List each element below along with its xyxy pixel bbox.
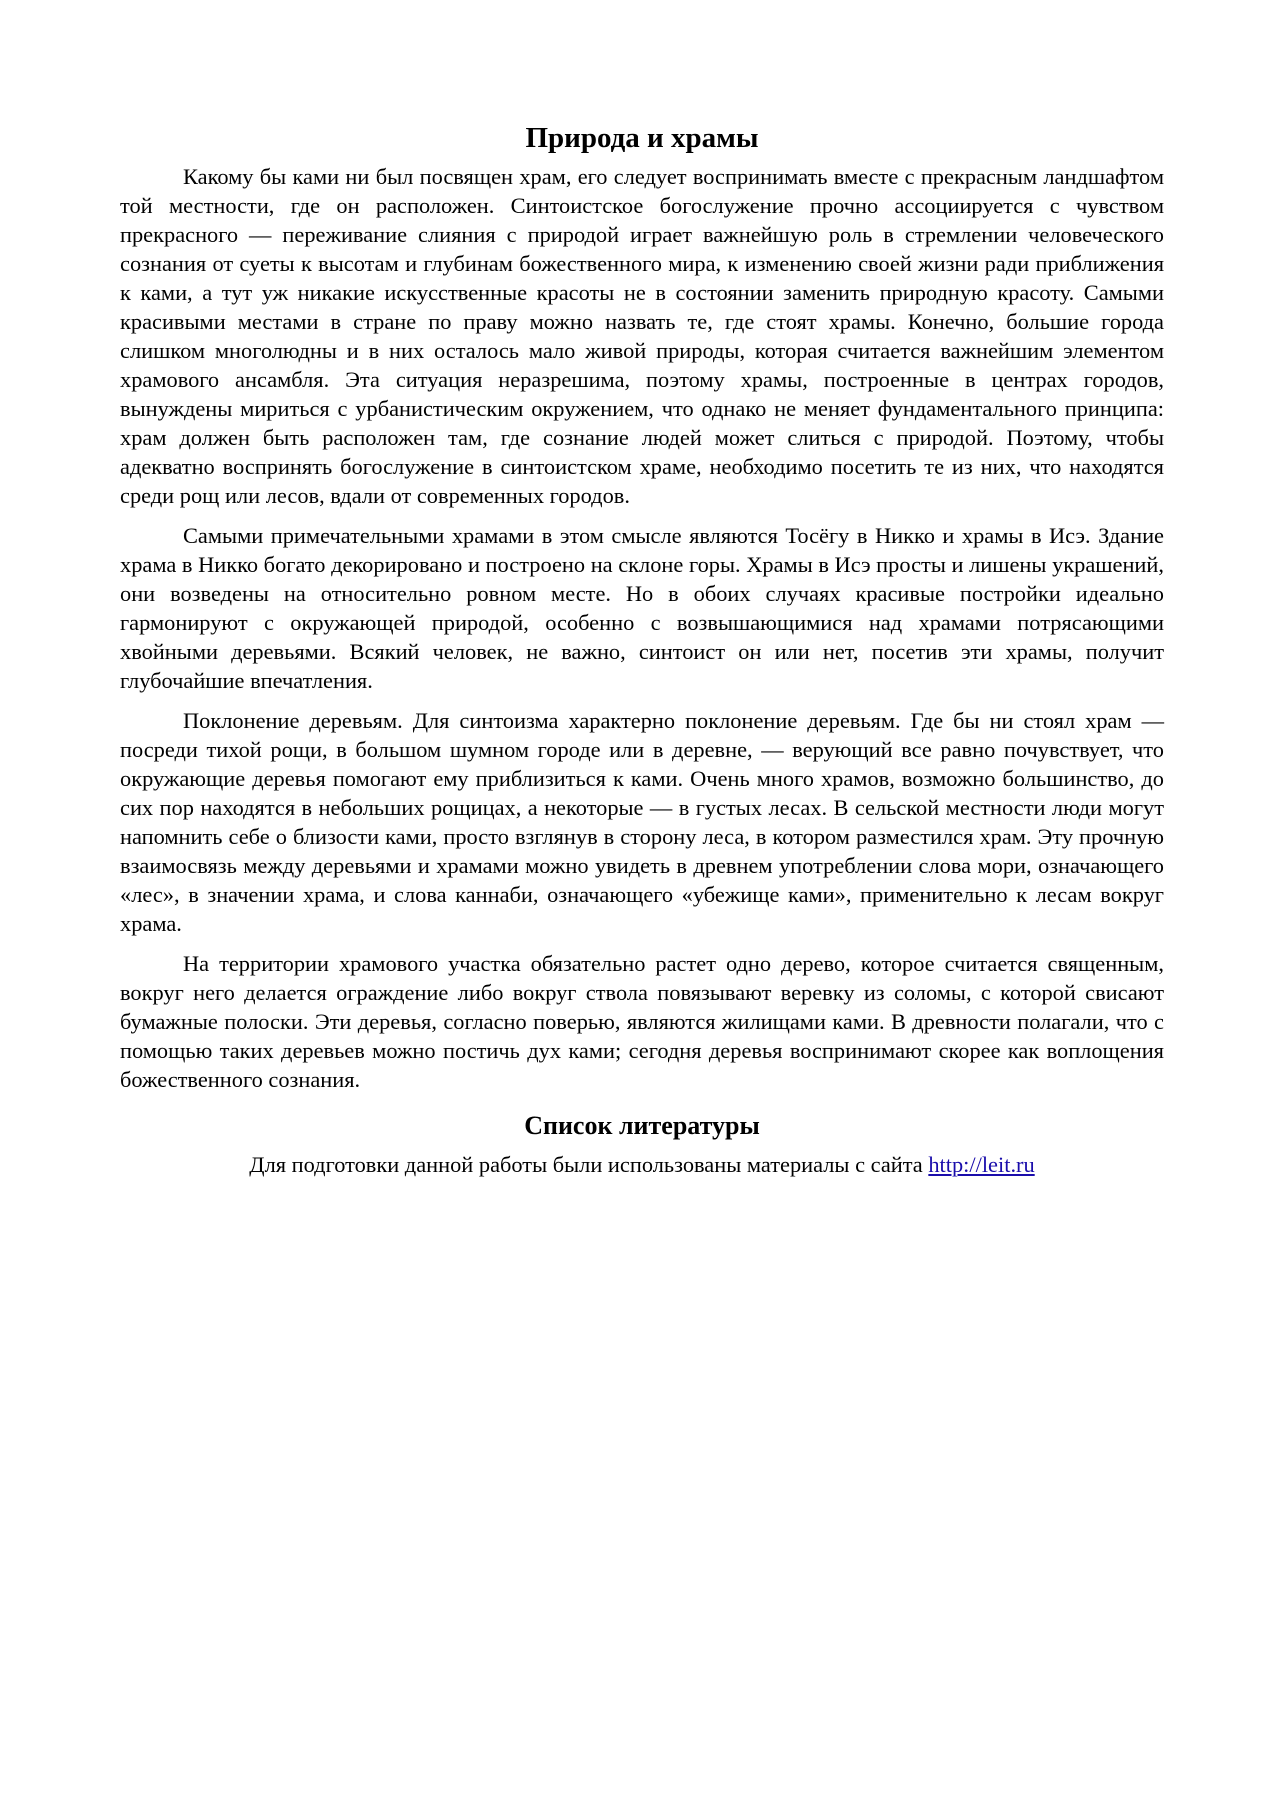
paragraph-4: На территории храмового участка обязательно растет одно дерево, которое считается священным, вокруг него делается ограждение либо вокруг ствола повязывают веревку из соломы, с которой свисают бумажные полоски. Эти деревья, согласно поверью, являются жилищами ками. В древности полагали, что с помощью таких деревьев можно постичь дух ками; сегодня деревья воспринимают скорее как воплощения божественного сознания.	[120, 951, 1164, 1092]
references-heading: Список литературы	[524, 1111, 760, 1140]
document-title: Природа и храмы	[525, 122, 759, 154]
paragraph-2: Самыми примечательными храмами в этом смысле являются Тосёгу в Никко и храмы в Исэ. Здание храма в Никко богато декорировано и построено на склоне горы. Храмы в Исэ просты и лишены украшений, они возведены на относительно ровном месте. Но в обоих случаях красивые постройки идеально гармонируют с окружающей природой, особенно с возвышающимися над храмами потрясающими хвойными деревьями. Всякий человек, не важно, синтоист он или нет, посетив эти храмы, получит глубочайшие впечатления.	[120, 523, 1164, 693]
references-text: Для подготовки данной работы были использованы материалы с сайта	[249, 1152, 929, 1177]
paragraph-3: Поклонение деревьям. Для синтоизма характерно поклонение деревьям. Где бы ни стоял храм — посреди тихой рощи, в большом шумном городе или в деревне, — верующий все равно почувствует, что окружающие деревья помогают ему приблизиться к ками. Очень много храмов, возможно большинство, до сих пор находятся в небольших рощицах, а некоторые — в густых лесах. В сельской местности люди могут напомнить себе о близости ками, просто взглянув в сторону леса, в котором разместился храм. Эту прочную взаимосвязь между деревьями и храмами можно увидеть в древнем употреблении слова мори, означающего «лес», в значении храма, и слова каннаби, означающего «убежище ками», применительно к лесам вокруг храма.	[120, 708, 1164, 936]
paragraph-1: Какому бы ками ни был посвящен храм, его следует воспринимать вместе с прекрасным ландшафтом той местности, где он расположен. Синтоистское богослужение прочно ассоциируется с чувством прекрасного — переживание слияния с природой играет важнейшую роль в стремлении человеческого сознания от суеты к высотам и глубинам божественного мира, к изменению своей жизни ради приближения к ками, а тут уж никакие искусственные красоты не в состоянии заменить природную красоту. Самыми красивыми местами в стране по праву можно назвать те, где стоят храмы. Конечно, большие города слишком многолюдны и в них осталось мало живой природы, которая считается важнейшим элементом храмового ансамбля. Эта ситуация неразрешима, поэтому храмы, построенные в центрах городов, вынуждены мириться с урбанистическим окружением, что однако не меняет фундаментального принципа: храм должен быть расположен там, где сознание людей может слиться с природой. Поэтому, чтобы адекватно воспринять богослужение в синтоистском храме, необходимо посетить те из них, что находятся среди рощ или лесов, вдали от современных городов.	[120, 164, 1164, 508]
references-line	[120, 1150, 1164, 1179]
references-link[interactable]: http://leit.ru	[928, 1152, 1035, 1177]
document-page	[120, 120, 1164, 1179]
